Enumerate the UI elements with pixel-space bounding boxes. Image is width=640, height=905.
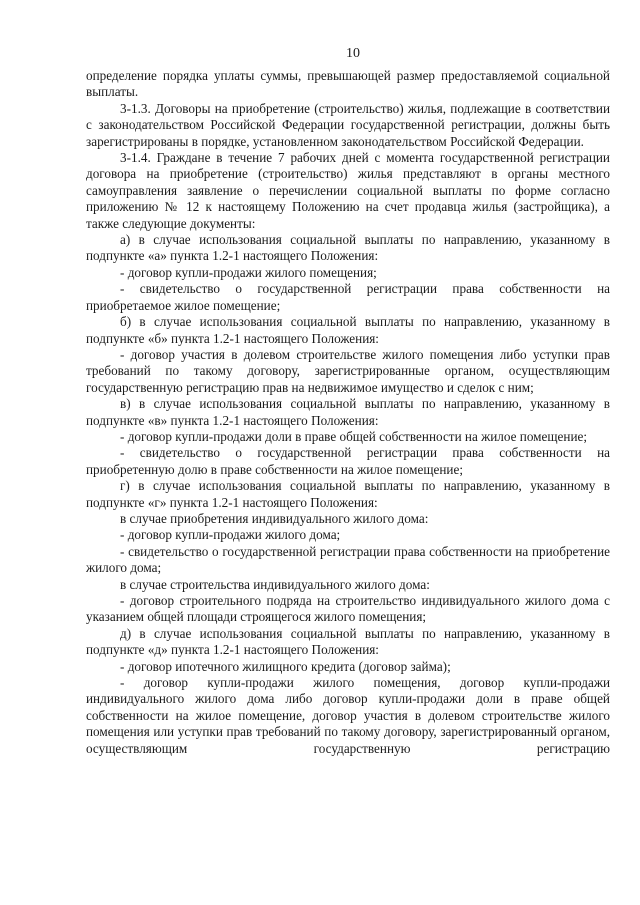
list-item: - договор купли-продажи жилого помещения, договор купли-продажи индивидуального жилого дома либо договор купли-продажи доли в праве общей собственности на жилое помещение, договор участия в долевом строительстве жилого помещения или уступки прав требований по такому договору, зарегистрированный органом, осуществляющим государственную регистрацию <box>86 675 610 756</box>
paragraph: а) в случае использования социальной выплаты по направлению, указанному в подпункте «а» пункта 1.2-1 настоящего Положения: <box>86 232 610 264</box>
paragraph: определение порядка уплаты суммы, превышающей размер предоставляемой социальной выплаты. <box>86 68 610 100</box>
list-item: - договор купли-продажи жилого помещения; <box>120 264 377 280</box>
list-item: - договор строительного подряда на строительство индивидуального жилого дома с указанием общей площади строящегося жилого помещения; <box>86 593 610 625</box>
paragraph: г) в случае использования социальной выплаты по направлению, указанному в подпункте «г» пункта 1.2-1 настоящего Положения: <box>86 478 610 510</box>
document-body <box>86 68 610 757</box>
list-item: - свидетельство о государственной регистрации права собственности на приобретенную долю в праве собственности на жилое помещение; <box>86 445 610 477</box>
paragraph: 3-1.3. Договоры на приобретение (строительство) жилья, подлежащие в соответствии с законодательством Российской Федерации государственной регистрации, должны быть зарегистрированы в порядке, установленном законодательством Российской Федерации. <box>86 100 610 149</box>
paragraph: в случае приобретения индивидуального жилого дома: <box>120 510 429 526</box>
list-item: - свидетельство о государственной регистрации права собственности на приобретение жилого дома; <box>86 543 610 576</box>
paragraph: д) в случае использования социальной выплаты по направлению, указанному в подпункте «д» пункта 1.2-1 настоящего Положения: <box>86 625 610 658</box>
paragraph: б) в случае использования социальной выплаты по направлению, указанному в подпункте «б» пункта 1.2-1 настоящего Положения: <box>86 314 610 346</box>
list-item: - свидетельство о государственной регистрации права собственности на приобретаемое жилое помещение; <box>86 281 610 313</box>
list-item: - договор участия в долевом строительстве жилого помещения либо уступки прав требований по такому договору, зарегистрированные органом, осуществляющим государственную регистрацию прав на недвижимое имущество и сделок с ним; <box>86 346 610 395</box>
list-item: - договор ипотечного жилищного кредита (договор займа); <box>120 658 451 674</box>
paragraph: в) в случае использования социальной выплаты по направлению, указанному в подпункте «в» пункта 1.2-1 настоящего Положения: <box>86 396 610 428</box>
paragraph: 3-1.4. Граждане в течение 7 рабочих дней с момента государственной регистрации договора на приобретение (строительство) жилья представляют в органы местного самоуправления заявление о перечислении социальной выплаты по форме согласно приложению № 12 к настоящему Положению на счет продавца жилья (застройщика), а также следующие документы: <box>86 150 610 231</box>
page-number: 10 <box>346 46 360 61</box>
list-item: - договор купли-продажи доли в праве общей собственности на жилое помещение; <box>120 428 588 444</box>
paragraph: в случае строительства индивидуального жилого дома: <box>120 576 430 592</box>
list-item: - договор купли-продажи жилого дома; <box>120 527 341 543</box>
